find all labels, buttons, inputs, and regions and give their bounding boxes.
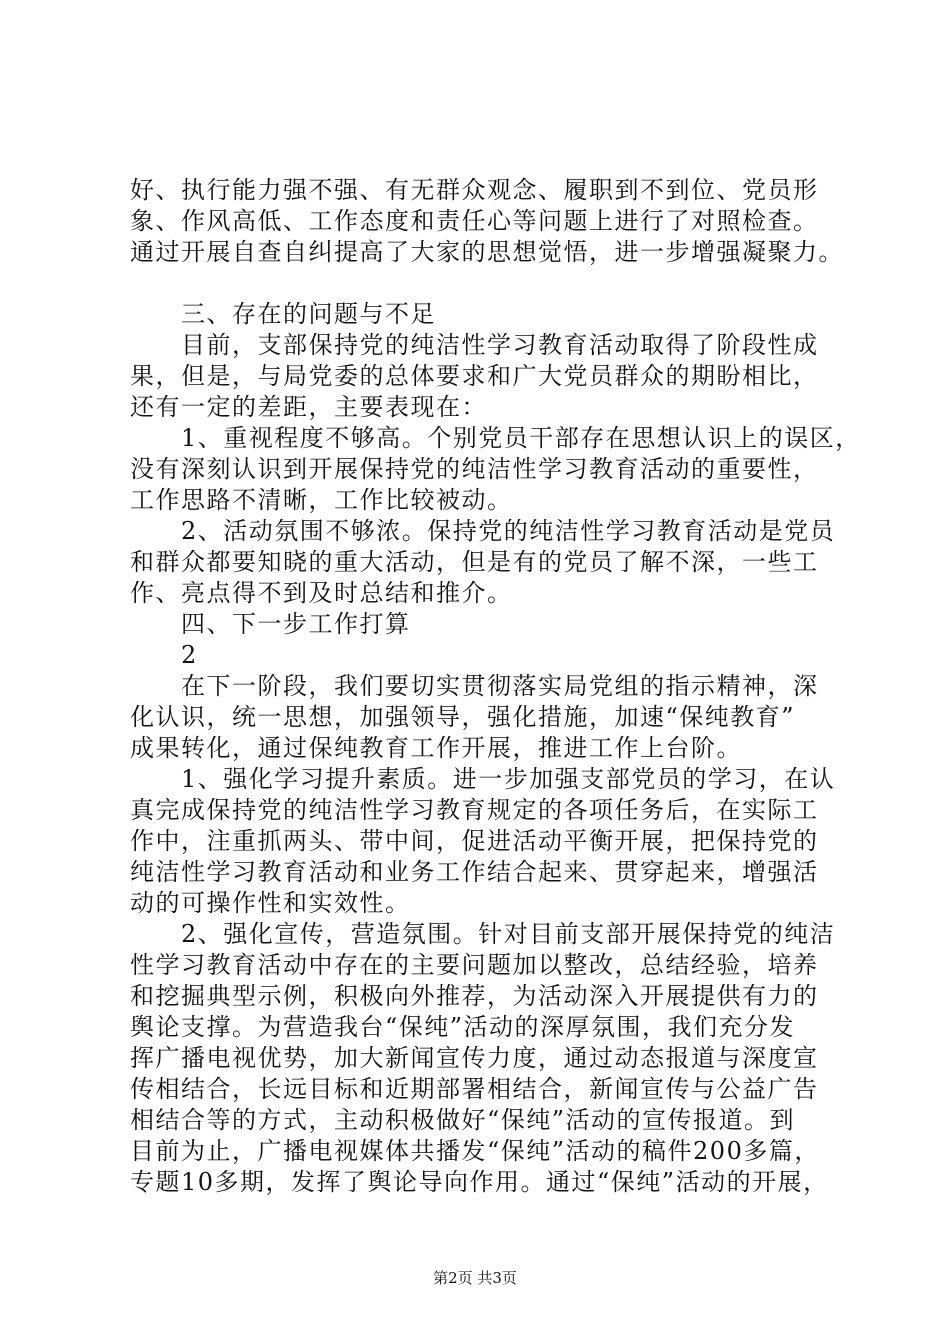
stray-page-number: 2 (130, 641, 198, 669)
text-line: 和群众都要知晓的重大活动，但是有的党员了解不深，一些工 (130, 548, 819, 576)
section-heading: 四、下一步工作打算 (130, 610, 411, 638)
section-heading: 三、存在的问题与不足 (130, 300, 436, 328)
text-line: 目前为止，广播电视媒体共播发“保纯”活动的稿件200多篇， (130, 1137, 820, 1165)
text-line: 象、作风高低、工作态度和责任心等问题上进行了对照检查。 (130, 207, 819, 235)
text-line: 工作思路不清晰，工作比较被动。 (130, 486, 513, 514)
text-line: 目前，支部保持党的纯洁性学习教育活动取得了阶段性成 (130, 331, 819, 359)
text-line: 挥广播电视优势，加大新闻宣传力度，通过动态报道与深度宣 (130, 1044, 819, 1072)
text-line: 作中，注重抓两头、带中间，促进活动平衡开展，把保持党的 (130, 827, 819, 855)
text-line: 作、亮点得不到及时总结和推介。 (130, 579, 513, 607)
text-line: 舆论支撑。为营造我台“保纯”活动的深厚氛围，我们充分发 (130, 1013, 796, 1041)
text-line: 真完成保持党的纯洁性学习教育规定的各项任务后，在实际工 (130, 796, 819, 824)
text-line: 果，但是，与局党委的总体要求和广大党员群众的期盼相比， (130, 362, 819, 390)
paragraph-gap (130, 268, 850, 299)
text-line: 2、活动氛围不够浓。保持党的纯洁性学习教育活动是党员 (130, 517, 836, 545)
text-line: 1、强化学习提升素质。进一步加强支部党员的学习，在认 (130, 765, 836, 793)
page-footer: 第2页 共3页 (433, 1269, 517, 1287)
text-line: 和挖掘典型示例，积极向外推荐，为活动深入开展提供有力的 (130, 982, 819, 1010)
text-line: 成果转化，通过保纯教育工作开展，推进工作上台阶。 (130, 734, 742, 762)
text-line: 好、执行能力强不强、有无群众观念、履职到不到位、党员形 (130, 176, 819, 204)
text-line: 专题10多期，发挥了舆论导向作用。通过“保纯”活动的开展， (130, 1168, 829, 1196)
text-line: 化认识，统一思想，加强领导，强化措施，加速“保纯教育” (130, 703, 796, 731)
text-line: 纯洁性学习教育活动和业务工作结合起来、贯穿起来，增强活 (130, 858, 819, 886)
text-line: 相结合等的方式，主动积极做好“保纯”活动的宣传报道。到 (130, 1106, 796, 1134)
text-line: 2、强化宣传，营造氛围。针对目前支部开展保持党的纯洁 (130, 920, 836, 948)
text-line: 1、重视程度不够高。个别党员干部存在思想认识上的误区， (130, 424, 861, 452)
text-line: 传相结合，长远目标和近期部署相结合，新闻宣传与公益广告 (130, 1075, 819, 1103)
document-body (130, 175, 861, 1198)
text-line: 在下一阶段，我们要切实贯彻落实局党组的指示精神，深 (130, 672, 819, 700)
text-line: 没有深刻认识到开展保持党的纯洁性学习教育活动的重要性， (130, 455, 819, 483)
text-line: 性学习教育活动中存在的主要问题加以整改，总结经验，培养 (130, 951, 819, 979)
text-line: 还有一定的差距，主要表现在： (130, 393, 487, 421)
text-line: 通过开展自查自纠提高了大家的思想觉悟，进一步增强凝聚力。 (130, 238, 844, 266)
text-line: 动的可操作性和实效性。 (130, 889, 411, 917)
